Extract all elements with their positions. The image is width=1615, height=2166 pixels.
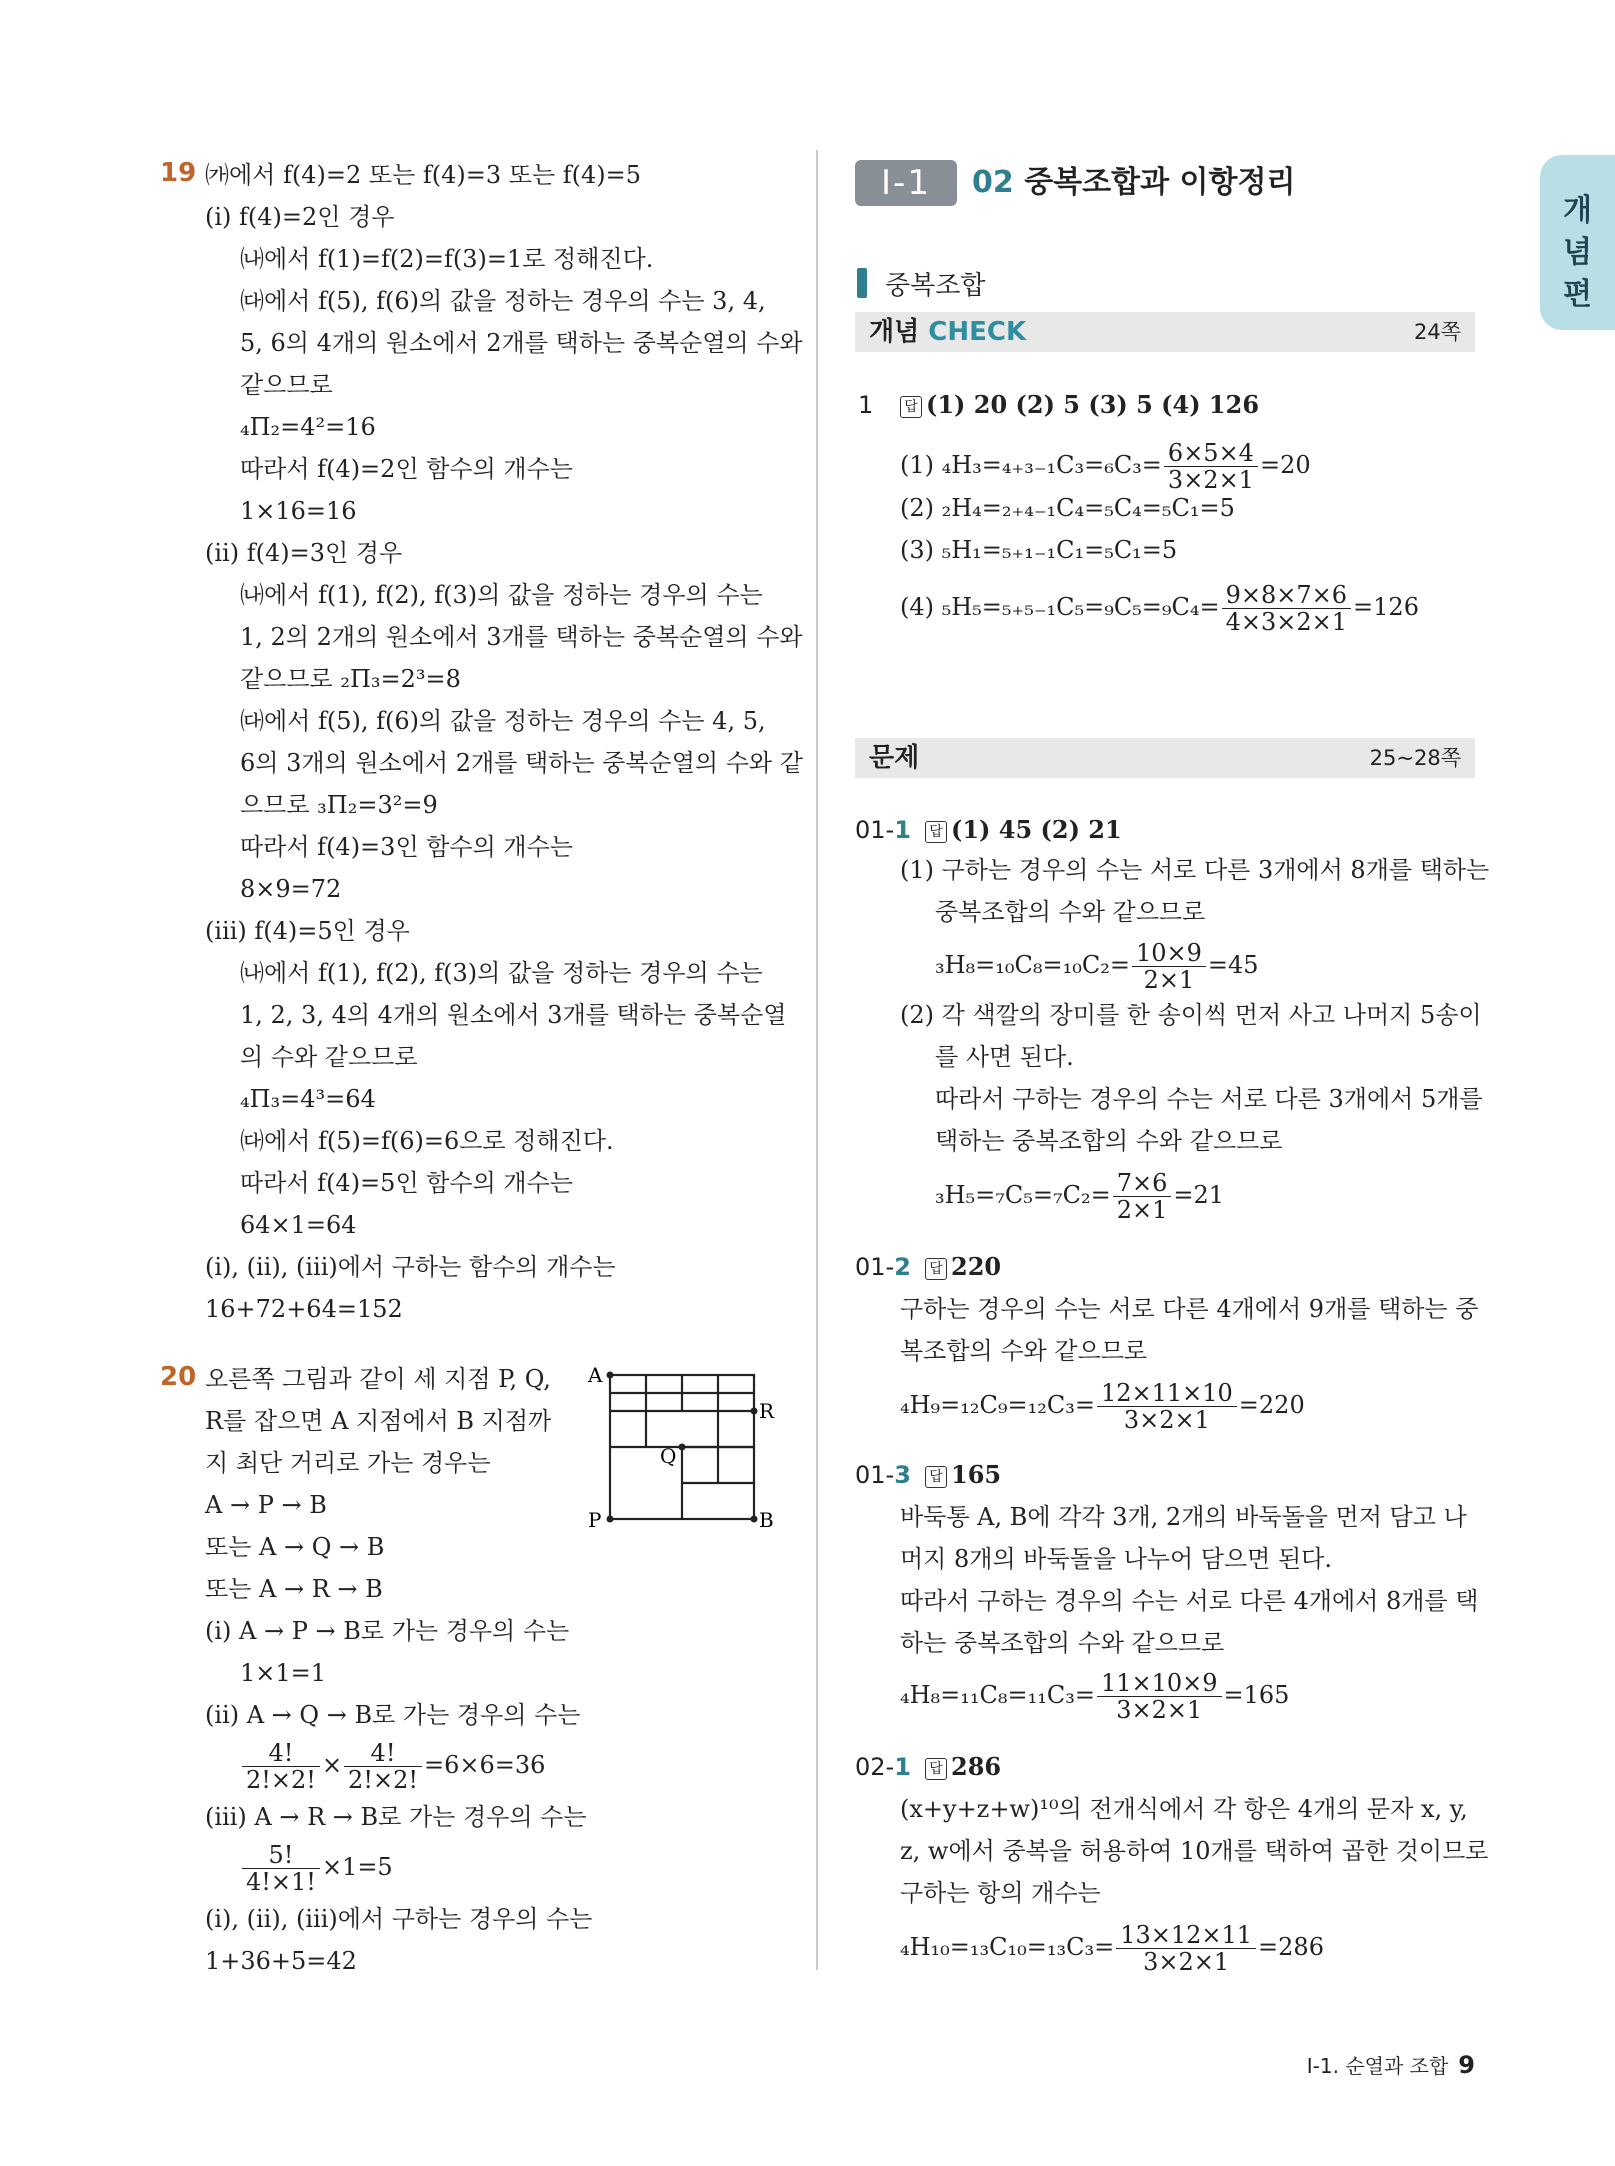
fraction: $\frac{4!}{2!\times 2!}$ — [344, 1740, 422, 1793]
concept-check-bar — [855, 312, 1475, 352]
answer-line: 답 286 — [925, 1752, 1001, 1782]
solution-line: 머지 8개의 바둑돌을 나누어 담으면 된다. — [900, 1545, 1332, 1573]
solution-line: (2) 각 색깔의 장미를 한 송이씩 먼저 사고 나머지 5송이 — [900, 1001, 1482, 1029]
solution-line: 으므로 ₃Π₂=3²=9 — [240, 791, 438, 819]
side-tab-char: 개 — [1563, 193, 1592, 228]
side-tab-char: 념 — [1563, 235, 1592, 270]
solution-line: R를 잡으면 A 지점에서 B 지점까 — [205, 1407, 552, 1435]
answer-icon: 답 — [925, 1758, 947, 1780]
solution-line: 같으므로 ₂Π₃=2³=8 — [240, 665, 461, 693]
solution-line: z, w에서 중복을 허용하여 10개를 택하여 곱한 것이므로 — [900, 1837, 1489, 1865]
question-number: 1 — [858, 391, 874, 419]
solution-line: 또는 A → R → B — [205, 1575, 383, 1603]
solution-line: 1×16=16 — [240, 497, 357, 525]
solution-line: ㈏에서 f(1)=f(2)=f(3)=1로 정해진다. — [240, 245, 654, 273]
solution-line: 16+72+64=152 — [205, 1295, 403, 1323]
fraction: $\frac{5!}{4!\times 1!}$ — [242, 1842, 320, 1895]
question-number: 01-1 — [855, 816, 911, 844]
solution-line: 1+36+5=42 — [205, 1947, 357, 1975]
point-label-r: R — [759, 1399, 775, 1423]
answer-icon: 답 — [925, 821, 947, 843]
fraction: $\frac{10\times 9}{2\times 1}$ — [1132, 940, 1206, 993]
solution-line: 지 최단 거리로 가는 경우는 — [205, 1449, 491, 1477]
question-number: 01-3 — [855, 1461, 911, 1489]
solution-line: 1, 2, 3, 4의 4개의 원소에서 3개를 택하는 중복순열 — [240, 1001, 787, 1029]
page-footer — [1307, 2050, 1475, 2079]
answer-line: 답 220 — [925, 1252, 1001, 1282]
solution-line: (ⅲ) A → R → B로 가는 경우의 수는 — [205, 1803, 587, 1831]
solution-line: 택하는 중복조합의 수와 같으므로 — [935, 1127, 1283, 1155]
formula-line: ₃H₈=₁₀C₈=₁₀C₂= $\frac{10\times 9}{2\times 1}$ =45 — [935, 939, 1259, 994]
problem-number: 19 — [160, 158, 197, 188]
fraction-line: $\frac{4!}{2!\times 2!}$ × $\frac{4!}{2!\times 2!}$ =6×6=36 — [240, 1740, 545, 1793]
answer-line: 답 165 — [925, 1460, 1001, 1490]
point-label-b: B — [759, 1508, 774, 1532]
solution-line: ㈏에서 f(1), f(2), f(3)의 값을 정하는 경우의 수는 — [240, 581, 763, 609]
problem-bar — [855, 738, 1475, 778]
unit-title — [972, 160, 1295, 206]
column-divider — [816, 150, 818, 1970]
fraction-line: $\frac{5!}{4!\times 1!}$ ×1=5 — [240, 1842, 393, 1895]
solution-line: 1, 2의 2개의 원소에서 3개를 택하는 중복순열의 수와 — [240, 623, 803, 651]
solution-line: ㈎에서 f(4)=2 또는 f(4)=3 또는 f(4)=5 — [205, 161, 642, 189]
question-number: 02-1 — [855, 1753, 911, 1781]
solution-line: 오른쪽 그림과 같이 세 지점 P, Q, — [205, 1365, 551, 1393]
solution-line: 따라서 f(4)=3인 함수의 개수는 — [240, 833, 573, 861]
solution-line: A → P → B — [205, 1491, 327, 1519]
solution-line: (x+y+z+w)¹⁰의 전개식에서 각 항은 4개의 문자 x, y, — [900, 1795, 1468, 1823]
problem-number: 20 — [160, 1362, 197, 1392]
concept-check-label: 개념 CHECK — [869, 317, 1027, 347]
problem-label: 문제 — [869, 743, 920, 773]
solution-line: 구하는 항의 개수는 — [900, 1879, 1101, 1907]
solution-line: (ⅲ) f(4)=5인 경우 — [205, 917, 410, 945]
problem-page: 25~28쪽 — [1369, 746, 1461, 770]
solution-line: ₄Π₃=4³=64 — [240, 1085, 376, 1113]
formula-line: (1) ₄H₃=₄₊₃₋₁C₃=₆C₃= $\frac{6\times 5\times 4}{3\times 2\times 1}$ =20 — [900, 439, 1311, 494]
solution-line: (1) 구하는 경우의 수는 서로 다른 3개에서 8개를 택하는 — [900, 856, 1490, 884]
solution-line: 6의 3개의 원소에서 2개를 택하는 중복순열의 수와 같 — [240, 749, 803, 777]
solution-line: 의 수와 같으므로 — [240, 1043, 418, 1071]
solution-line: 따라서 구하는 경우의 수는 서로 다른 3개에서 5개를 — [935, 1085, 1483, 1113]
concept-check-page: 24쪽 — [1413, 320, 1461, 344]
solution-line: (ⅰ), (ⅱ), (ⅲ)에서 구하는 경우의 수는 — [205, 1905, 593, 1933]
answer-icon: 답 — [925, 1258, 947, 1280]
solution-line: 따라서 f(4)=2인 함수의 개수는 — [240, 455, 573, 483]
solution-line: 8×9=72 — [240, 875, 342, 903]
solution-line: 구하는 경우의 수는 서로 다른 4개에서 9개를 택하는 중 — [900, 1295, 1479, 1323]
fraction: $\frac{12\times 11\times 10}{3\times 2\times 1}$ — [1097, 1380, 1237, 1433]
point-label-p: P — [588, 1508, 602, 1532]
section-title: 중복조합 — [885, 271, 986, 301]
solution-line: 또는 A → Q → B — [205, 1533, 385, 1561]
answer-line: 답 (1) 45 (2) 21 — [925, 815, 1122, 845]
formula-line: (4) ₅H₅=₅₊₅₋₁C₅=₉C₅=₉C₄= $\frac{9\times 8\times 7\times 6}{4\times 3\times 2\times 1}$ =126 — [900, 581, 1419, 636]
side-tab-char: 편 — [1563, 277, 1592, 312]
unit-number: 02 — [972, 165, 1014, 200]
fraction: $\frac{4!}{2!\times 2!}$ — [242, 1740, 320, 1793]
formula-line: ₃H₅=₇C₅=₇C₂= $\frac{7\times 6}{2\times 1}$ =21 — [935, 1169, 1225, 1224]
solution-line: 따라서 구하는 경우의 수는 서로 다른 4개에서 8개를 택 — [900, 1587, 1479, 1615]
formula-line: ₄H₈=₁₁C₈=₁₁C₃= $\frac{11\times 10\times 9}{3\times 2\times 1}$ =165 — [900, 1669, 1290, 1724]
point-label-a: A — [588, 1363, 603, 1387]
solution-line: 복조합의 수와 같으므로 — [900, 1337, 1148, 1365]
formula-line: ₄H₁₀=₁₃C₁₀=₁₃C₃= $\frac{13\times 12\times 11}{3\times 2\times 1}$ =286 — [900, 1921, 1324, 1976]
fraction: $\frac{7\times 6}{2\times 1}$ — [1113, 1170, 1172, 1223]
solution-line: 64×1=64 — [240, 1211, 357, 1239]
answer-icon: 답 — [925, 1466, 947, 1488]
solution-line: ㈏에서 f(1), f(2), f(3)의 값을 정하는 경우의 수는 — [240, 959, 763, 987]
solution-line: 따라서 f(4)=5인 함수의 개수는 — [240, 1169, 573, 1197]
solution-line: (ⅰ) A → P → B로 가는 경우의 수는 — [205, 1617, 570, 1645]
section-marker-icon — [857, 268, 867, 298]
page-number: 9 — [1458, 2051, 1475, 2079]
formula-line: ₄H₉=₁₂C₉=₁₂C₃= $\frac{12\times 11\times 10}{3\times 2\times 1}$ =220 — [900, 1379, 1305, 1434]
solution-line: (ⅱ) A → Q → B로 가는 경우의 수는 — [205, 1701, 581, 1729]
fraction: $\frac{6\times 5\times 4}{3\times 2\times 1}$ — [1164, 440, 1258, 493]
unit-title-text: 중복조합과 이항정리 — [1024, 165, 1296, 200]
point-label-q: Q — [660, 1444, 677, 1468]
solution-line: 를 사면 된다. — [935, 1043, 1074, 1071]
solution-line: ㈐에서 f(5), f(6)의 값을 정하는 경우의 수는 3, 4, — [240, 287, 766, 315]
solution-line: ㈐에서 f(5), f(6)의 값을 정하는 경우의 수는 4, 5, — [240, 707, 766, 735]
solution-line: 5, 6의 4개의 원소에서 2개를 택하는 중복순열의 수와 — [240, 329, 803, 357]
grid-diagram — [580, 1355, 780, 1535]
solution-line: 하는 중복조합의 수와 같으므로 — [900, 1629, 1225, 1657]
fraction: $\frac{11\times 10\times 9}{3\times 2\times 1}$ — [1097, 1670, 1222, 1723]
question-number: 01-2 — [855, 1253, 911, 1281]
solution-line: 바둑통 A, B에 각각 3개, 2개의 바둑돌을 먼저 담고 나 — [900, 1503, 1467, 1531]
solution-line: ㈐에서 f(5)=f(6)=6으로 정해진다. — [240, 1127, 614, 1155]
answer-line: 답 (1) 20 (2) 5 (3) 5 (4) 126 — [900, 390, 1259, 420]
solution-line: (ⅰ), (ⅱ), (ⅲ)에서 구하는 함수의 개수는 — [205, 1253, 616, 1281]
solution-line: 1×1=1 — [240, 1659, 327, 1687]
fraction: $\frac{9\times 8\times 7\times 6}{4\times 3\times 2\times 1}$ — [1222, 582, 1351, 635]
solution-line: (ⅰ) f(4)=2인 경우 — [205, 203, 395, 231]
solution-line: 같으므로 — [240, 371, 333, 399]
formula-line: (2) ₂H₄=₂₊₄₋₁C₄=₅C₄=₅C₁=5 — [900, 494, 1235, 522]
solution-line: ₄Π₂=4²=16 — [240, 413, 376, 441]
solution-line: 중복조합의 수와 같으므로 — [935, 898, 1206, 926]
footer-chapter: Ⅰ-1. 순열과 조합 — [1306, 2054, 1449, 2078]
unit-tag: Ⅰ-1 — [855, 160, 957, 206]
fraction: $\frac{13\times 12\times 11}{3\times 2\times 1}$ — [1116, 1922, 1256, 1975]
side-tab[interactable] — [1540, 155, 1615, 330]
answer-icon: 답 — [900, 396, 922, 418]
formula-line: (3) ₅H₁=₅₊₁₋₁C₁=₅C₁=5 — [900, 536, 1178, 564]
solution-line: (ⅱ) f(4)=3인 경우 — [205, 539, 403, 567]
